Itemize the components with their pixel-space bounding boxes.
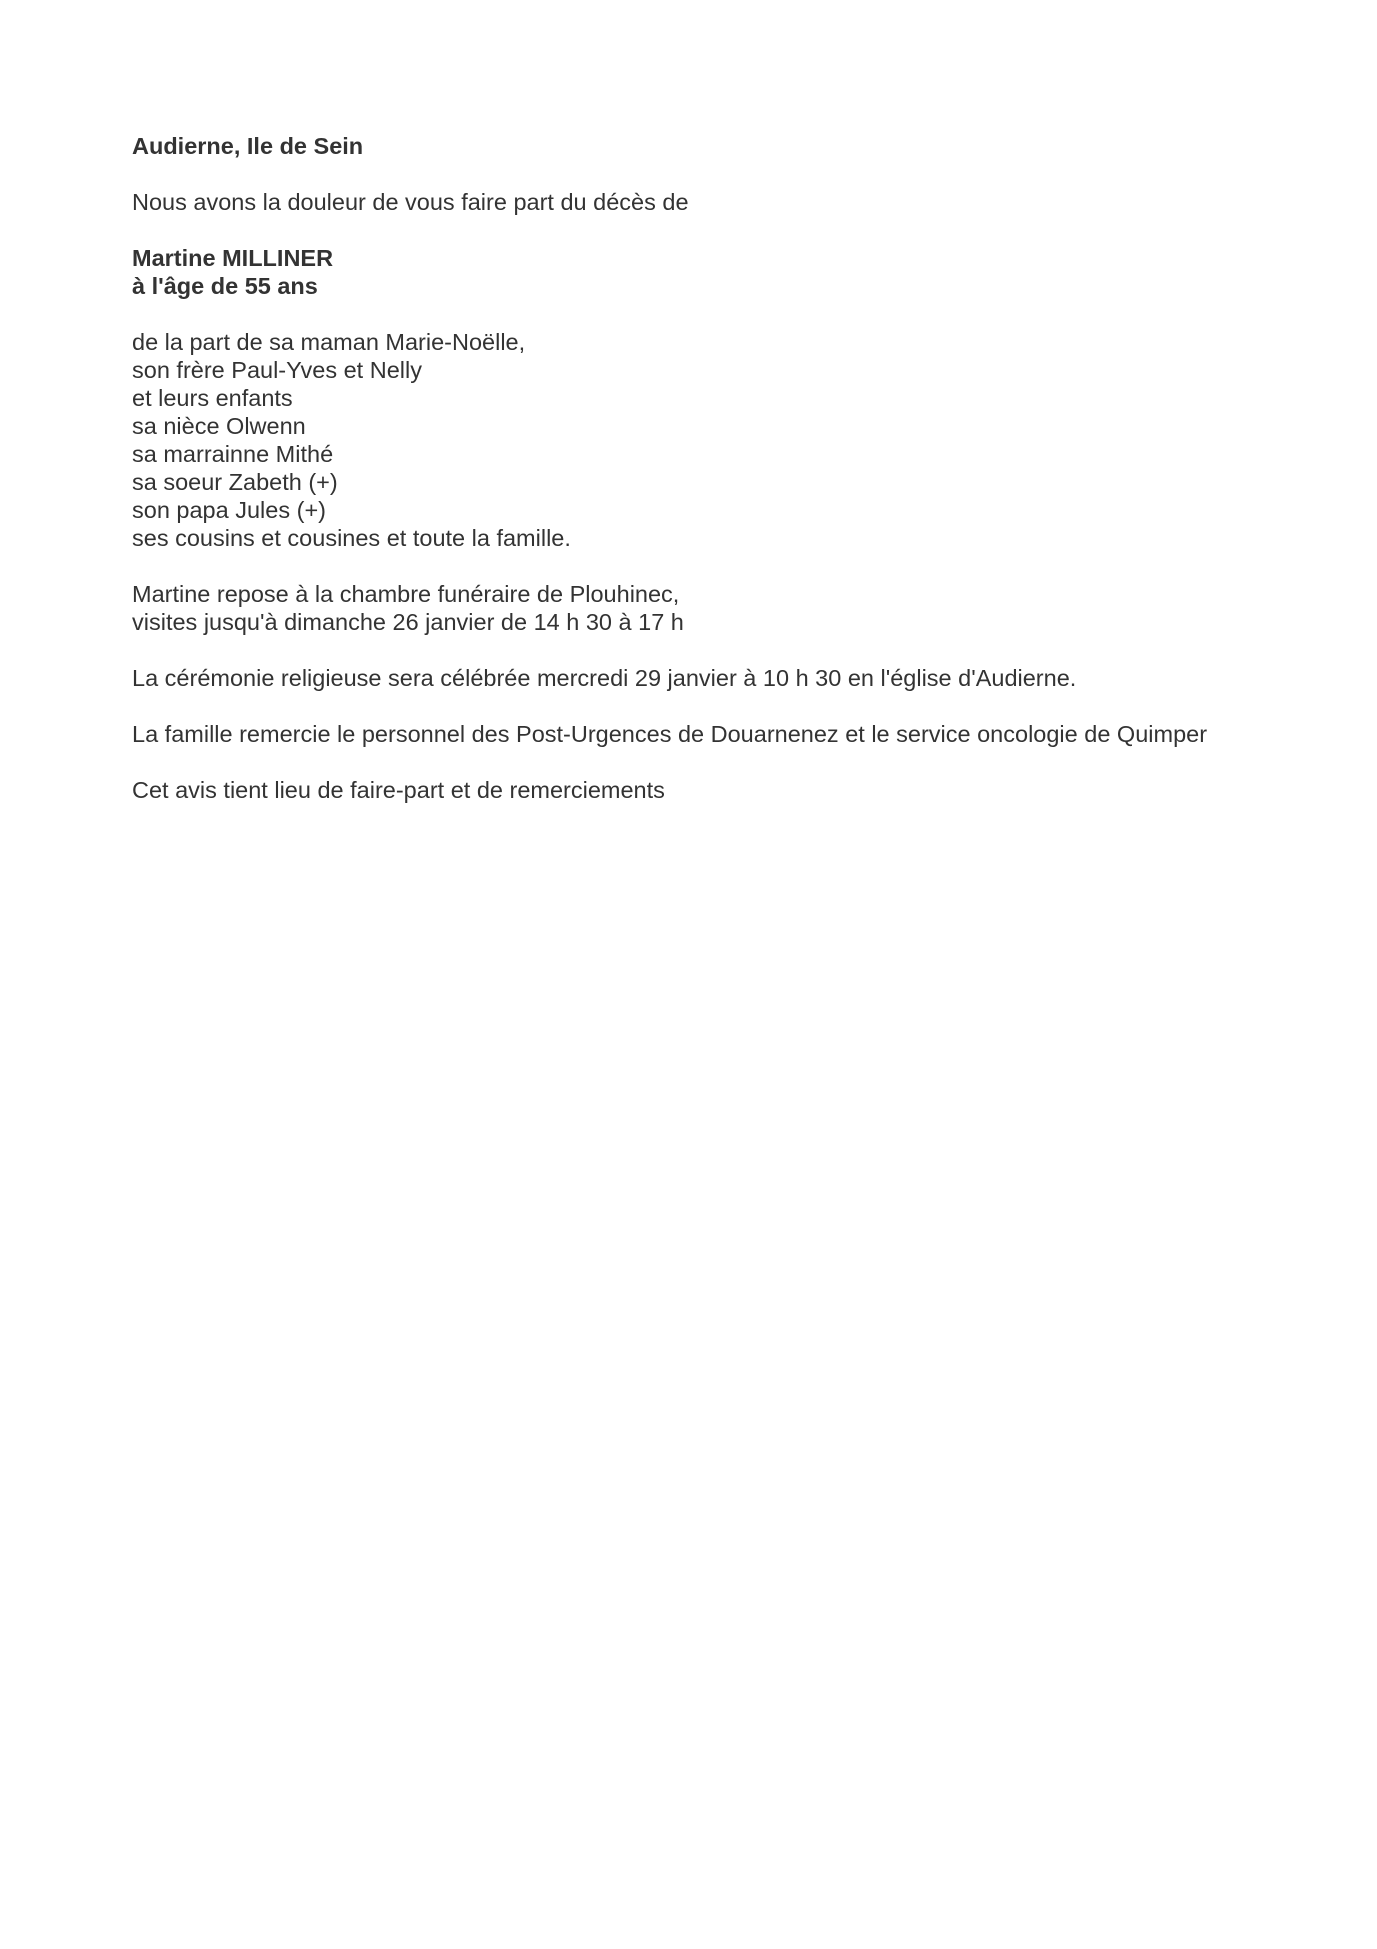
- closing-text: Cet avis tient lieu de faire-part et de remerciements: [132, 777, 665, 803]
- deceased-age: à l'âge de 55 ans: [132, 273, 318, 299]
- rest-location: Martine repose à la chambre funéraire de Plouhinec,: [132, 581, 680, 607]
- location-block: [132, 132, 1332, 160]
- family-block: [132, 328, 1332, 552]
- location-heading: Audierne, Ile de Sein: [132, 133, 364, 159]
- intro-block: [132, 188, 1332, 216]
- rest-block: [132, 580, 1332, 636]
- closing-block: [132, 776, 1332, 804]
- ceremony-text: La cérémonie religieuse sera célébrée mercredi 29 janvier à 10 h 30 en l'église d'Audierne.: [132, 665, 1077, 691]
- deceased-block: [132, 244, 1332, 300]
- family-line: de la part de sa maman Marie-Noëlle,: [132, 329, 526, 355]
- family-line: son papa Jules (+): [132, 497, 326, 523]
- family-line: sa soeur Zabeth (+): [132, 469, 338, 495]
- family-line: sa marrainne Mithé: [132, 441, 334, 467]
- family-line: et leurs enfants: [132, 385, 293, 411]
- deceased-name: Martine MILLINER: [132, 245, 334, 271]
- intro-text: Nous avons la douleur de vous faire part du décès de: [132, 189, 689, 215]
- family-line: son frère Paul-Yves et Nelly: [132, 357, 422, 383]
- ceremony-block: [132, 664, 1332, 692]
- thanks-text: La famille remercie le personnel des Post-Urgences de Douarnenez et le service oncologie de Quimper: [132, 721, 1208, 747]
- visiting-hours: visites jusqu'à dimanche 26 janvier de 14 h 30 à 17 h: [132, 609, 684, 635]
- obituary-notice: [132, 132, 1332, 832]
- thanks-block: [132, 720, 1332, 748]
- family-line: sa nièce Olwenn: [132, 413, 306, 439]
- family-line: ses cousins et cousines et toute la famille.: [132, 525, 571, 551]
